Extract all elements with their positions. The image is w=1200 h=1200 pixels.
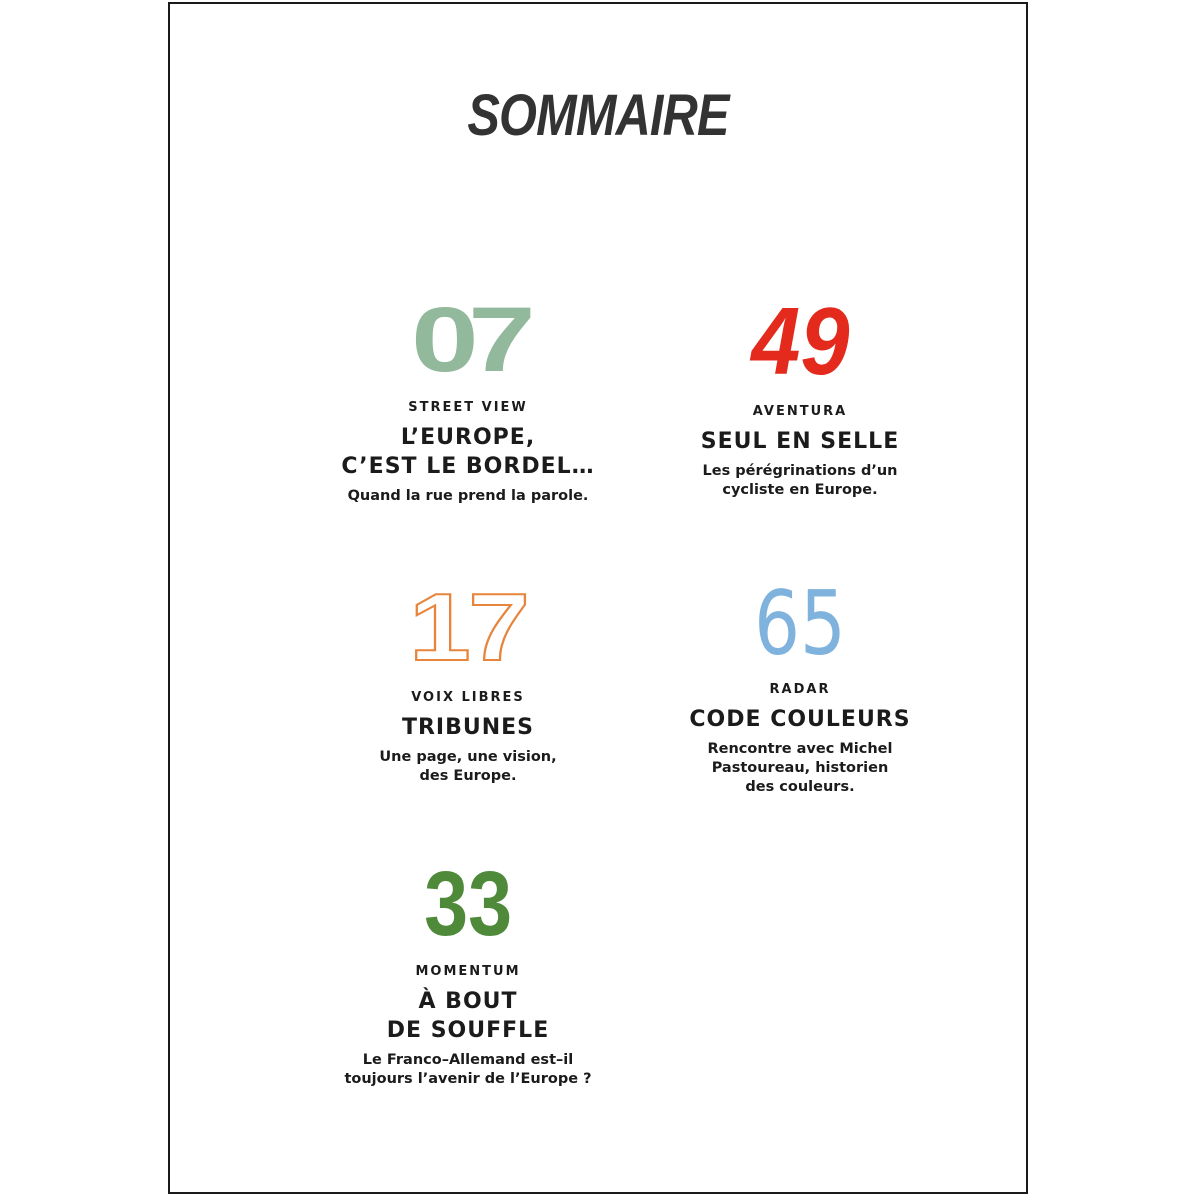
toc-entry-radar[interactable] — [620, 572, 980, 797]
article-headline: SEUL EN SELLE — [700, 429, 900, 454]
article-description: Rencontre avec Michel Pastoureau, historien des couleurs. — [707, 741, 893, 795]
article-headline: L’EUROPE, C’EST LE BORDEL… — [341, 425, 595, 479]
page-number: 07 — [411, 289, 525, 391]
toc-entry-street-view[interactable] — [288, 289, 648, 506]
article-description: Les pérégrinations d’un cycliste en Europe. — [702, 463, 898, 498]
page-number: 49 — [750, 288, 850, 395]
section-kicker: VOIX LIBRES — [411, 690, 525, 705]
article-description: Le Franco–Allemand est–il toujours l’avenir de l’Europe ? — [344, 1052, 592, 1087]
article-description: Une page, une vision, des Europe. — [379, 749, 557, 784]
article-headline: CODE COULEURS — [689, 707, 911, 732]
section-kicker: RADAR — [769, 682, 831, 697]
section-kicker: MOMENTUM — [415, 964, 521, 979]
page-number: 33 — [423, 853, 513, 955]
article-description: Quand la rue prend la parole. — [347, 488, 589, 504]
article-headline: À BOUT DE SOUFFLE — [386, 989, 550, 1043]
toc-entry-aventura[interactable] — [620, 288, 980, 500]
article-headline: TRIBUNES — [401, 715, 535, 740]
page-number: 17 — [408, 574, 528, 681]
section-kicker: STREET VIEW — [408, 400, 528, 415]
toc-entry-voix-libres[interactable] — [288, 574, 648, 786]
section-kicker: AVENTURA — [752, 404, 848, 419]
page-number: 65 — [754, 572, 846, 675]
toc-entry-momentum[interactable] — [288, 853, 648, 1089]
magazine-page — [168, 2, 1028, 1194]
page-title: SOMMAIRE — [467, 83, 729, 148]
